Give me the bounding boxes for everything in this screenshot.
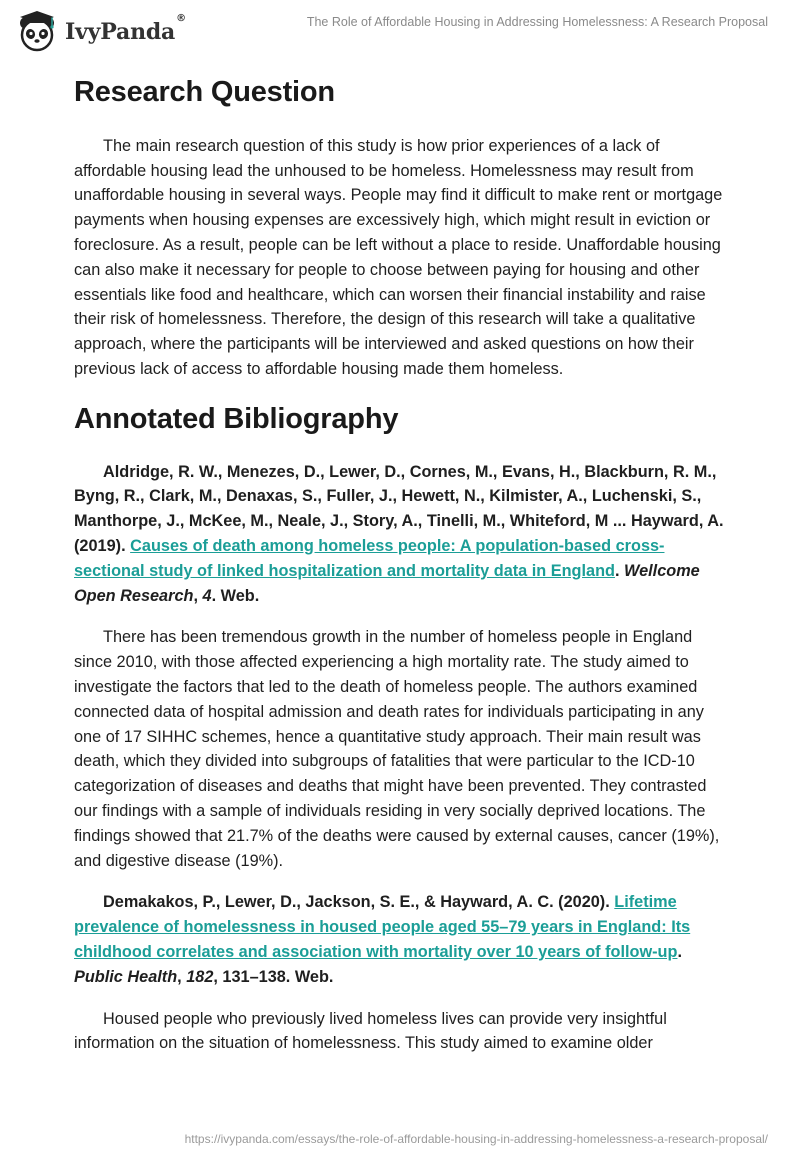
journal-name: Wellcome Open Research [74,561,700,605]
footer-url: https://ivypanda.com/essays/the-role-of-affordable-housing-in-addressing-homelessness-a-research-proposal/ [184,1132,768,1146]
research-question-heading: Research Question [74,76,335,108]
logo-text: IvyPanda® [65,13,186,45]
annotation-aldridge: There has been tremendous growth in the number of homeless people in England since 2010, with those affected experiencing a high mortality rate. The study aimed to investigate the factors that led to the death of homeless people. The authors examined connected data of hospital admission and death rates for individuals participating in any one of 17 SIHHC schemes, hence a quantitative study approach. Their main result was death, which they divided into subgroups of fatalities that were particular to the ICD-10 categorization of diseases and deaths that might have been prevented. They contrasted our findings with a sample of individuals residing in very socially deprived locations. The findings showed that 21.7% of the deaths were caused by external causes, cancer (19%), and digestive disease (19%). [74,628,720,870]
annotation-demakakos: Housed people who previously lived homeless lives can provide very insightful information on the situation of homelessness. This study aimed to examine older [74,1009,667,1053]
citation-demakakos: Demakakos, P., Lewer, D., Jackson, S. E., & Hayward, A. C. (2020). Lifetime prevalence of homelessness in housed people aged 55–79 years in England: Its childhood correlates and association with mortality over 10 years of follow-up. Public Health, 182, 131–138. Web. [74,893,691,986]
annotated-bibliography-heading: Annotated Bibliography [74,402,399,435]
document-title-header: The Role of Affordable Housing in Addressing Homelessness: A Research Proposal [306,15,768,29]
logo[interactable] [14,9,186,55]
citation-aldridge-link[interactable]: Causes of death among homeless people: A population-based cross-sectional study of linked hospitalization and mortality data in England [74,536,665,580]
journal-volume: 182 [186,967,214,986]
citation-aldridge: Aldridge, R. W., Menezes, D., Lewer, D., Cornes, M., Evans, H., Blackburn, R. M., Byng, R., Clark, M., Denaxas, S., Fuller, J., Hewett, N., Kilmister, A., Luchenski, S., Manthorpe, J., McKee, M., Neale, J., Story, A., Tinelli, M., Whiteford, M ... Hayward, A. (2019). Causes of death among homeless people: A population-based cross-sectional study of linked hospitalization and mortality data in England. Wellcome Open Research, 4. Web. [74,462,724,605]
panda-logo-icon [14,9,60,55]
citation-demakakos-link[interactable]: Lifetime prevalence of homelessness in housed people aged 55–79 years in England: Its childhood correlates and association with mortality over 10 years of follow-up [74,893,691,961]
research-question-paragraph: The main research question of this study is how prior experiences of a lack of affordable housing lead the unhoused to be homeless. Homelessness may result from unaffordable housing in several ways. People may find it difficult to make rent or mortgage payments when housing expenses are excessively high, which might result in eviction or foreclosure. As a result, people can be left without a place to reside. Unaffordable housing can also make it necessary for people to choose between paying for housing and other essentials like food and healthcare, which can worsen their financial instability and raise their risk of homelessness. Therefore, the design of this research will take a qualitative approach, where the participants will be interviewed and asked questions on how their previous lack of access to affordable housing made them homeless. [74,136,723,378]
journal-volume: 4 [202,586,212,605]
journal-name: Public Health [74,967,178,986]
document-body [74,70,724,1056]
